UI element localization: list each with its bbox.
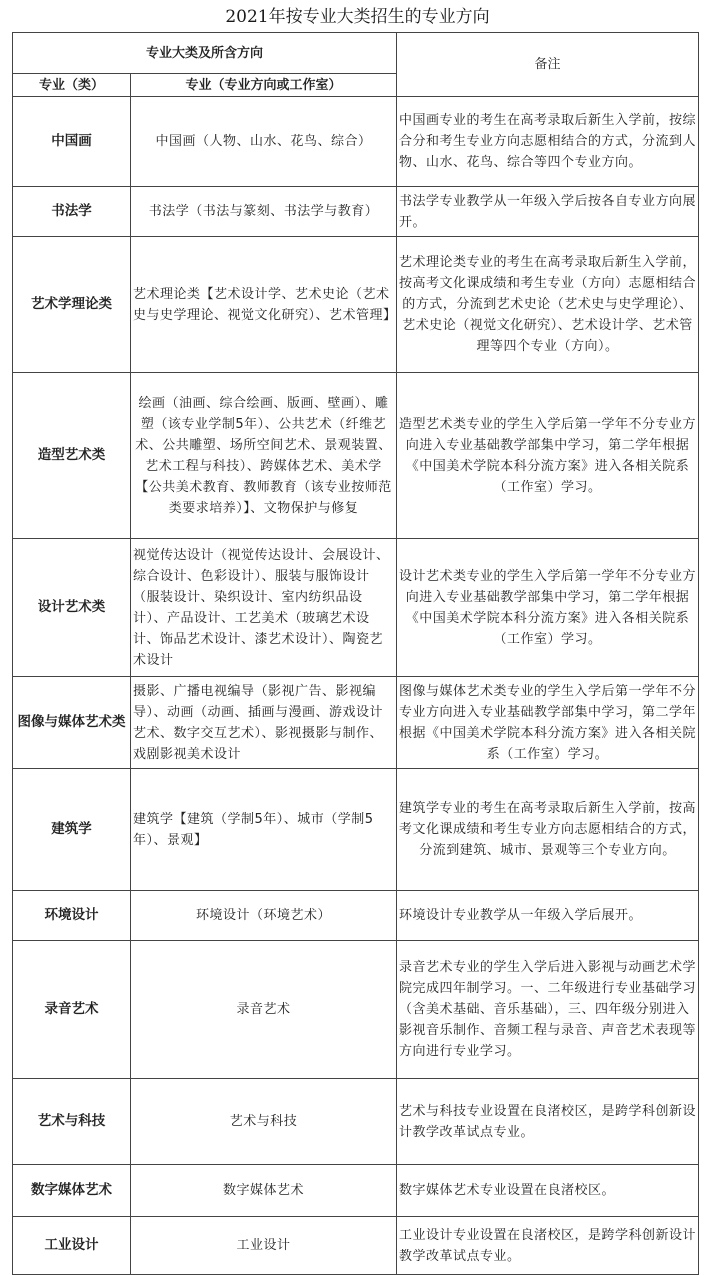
- row-direction: 绘画（油画、综合绘画、版画、壁画）、雕塑（该专业学制5年）、公共艺术（纤维艺术、公共雕塑、场所空间艺术、景观装置、艺术工程与科技）、跨媒体艺术、美术学【公共美术教育、教师教育（该专业按师范类要求培养）】、文物保护与修复: [131, 373, 397, 539]
- row-category: 书法学: [13, 187, 131, 237]
- row-category: 工业设计: [13, 1217, 131, 1275]
- row-category: 造型艺术类: [13, 373, 131, 539]
- row-note: 数字媒体艺术专业设置在良渚校区。: [397, 1165, 699, 1217]
- table-row: [13, 941, 699, 1079]
- header-category-label: 专业（类）: [13, 74, 131, 97]
- table-row: [13, 1079, 699, 1165]
- row-direction: 艺术与科技: [131, 1079, 397, 1165]
- table-row: [13, 1217, 699, 1275]
- row-note: 艺术理论类专业的考生在高考录取后新生入学前，按高考文化课成绩和考生专业（方向）志愿相结合的方式，分流到艺术史论（艺术史与史学理论）、艺术史论（视觉文化研究）、艺术设计学、艺术管理等四个专业（方向）。: [397, 237, 699, 373]
- row-note: 书法学专业教学从一年级入学后按各自专业方向展开。: [397, 187, 699, 237]
- row-note: 工业设计专业设置在良渚校区，是跨学科创新设计教学改革试点专业。: [397, 1217, 699, 1275]
- row-direction: 数字媒体艺术: [131, 1165, 397, 1217]
- table-row: [13, 677, 699, 769]
- table-row: [13, 1165, 699, 1217]
- major-direction-table: [12, 32, 699, 1275]
- row-category: 数字媒体艺术: [13, 1165, 131, 1217]
- table-row: [13, 891, 699, 941]
- table-row: [13, 539, 699, 677]
- row-direction: 书法学（书法与篆刻、书法学与教育）: [131, 187, 397, 237]
- row-note: 设计艺术类专业的学生入学后第一学年不分专业方向进入专业基础教学部集中学习，第二学年根据《中国美术学院本科分流方案》进入各相关院系（工作室）学习。: [397, 539, 699, 677]
- table-row: [13, 769, 699, 891]
- row-category: 图像与媒体艺术类: [13, 677, 131, 769]
- table-row: [13, 237, 699, 373]
- row-direction: 摄影、广播电视编导（影视广告、影视编导）、动画（动画、插画与漫画、游戏设计艺术、数字交互艺术）、影视摄影与制作、戏剧影视美术设计: [131, 677, 397, 769]
- header-note-label: 备注: [397, 33, 699, 97]
- row-direction: 视觉传达设计（视觉传达设计、会展设计、综合设计、色彩设计）、服装与服饰设计（服装设计、染织设计、室内纺织品设计）、产品设计、工艺美术（玻璃艺术设计、饰品艺术设计、漆艺术设计）、陶瓷艺术设计: [131, 539, 397, 677]
- page-title: 2021年按专业大类招生的专业方向: [225, 7, 490, 27]
- row-note: 中国画专业的考生在高考录取后新生入学前，按综合分和考生专业方向志愿相结合的方式，分流到人物、山水、花鸟、综合等四个专业方向。: [397, 97, 699, 187]
- row-category: 设计艺术类: [13, 539, 131, 677]
- row-note: 录音艺术专业的学生入学后进入影视与动画艺术学院完成四年制学习。一、二年级进行专业基础学习（含美术基础、音乐基础），三、四年级分别进入影视音乐制作、音频工程与录音、声音艺术表现等方向进行专业学习。: [397, 941, 699, 1079]
- row-category: 环境设计: [13, 891, 131, 941]
- row-category: 艺术与科技: [13, 1079, 131, 1165]
- row-note: 图像与媒体艺术类专业的学生入学后第一学年不分专业方向进入专业基础教学部集中学习，第二学年根据《中国美术学院本科分流方案》进入各相关院系（工作室）学习。: [397, 677, 699, 769]
- header-group-label: 专业大类及所含方向: [13, 33, 397, 74]
- row-direction: 工业设计: [131, 1217, 397, 1275]
- row-note: 造型艺术类专业的学生入学后第一学年不分专业方向进入专业基础教学部集中学习，第二学年根据《中国美术学院本科分流方案》进入各相关院系（工作室）学习。: [397, 373, 699, 539]
- table-row: [13, 373, 699, 539]
- row-category: 录音艺术: [13, 941, 131, 1079]
- row-category: 中国画: [13, 97, 131, 187]
- row-note: 艺术与科技专业设置在良渚校区，是跨学科创新设计教学改革试点专业。: [397, 1079, 699, 1165]
- row-direction: 录音艺术: [131, 941, 397, 1079]
- row-direction: 环境设计（环境艺术）: [131, 891, 397, 941]
- table-row: [13, 97, 699, 187]
- row-note: 建筑学专业的考生在高考录取后新生入学前，按高考文化课成绩和考生专业方向志愿相结合的方式，分流到建筑、城市、景观等三个专业方向。: [397, 769, 699, 891]
- row-category: 建筑学: [13, 769, 131, 891]
- row-direction: 建筑学【建筑（学制5年）、城市（学制5年）、景观】: [131, 769, 397, 891]
- row-category: 艺术学理论类: [13, 237, 131, 373]
- table-row: [13, 187, 699, 237]
- header-direction-label: 专业（专业方向或工作室）: [131, 74, 397, 97]
- row-direction: 艺术理论类【艺术设计学、艺术史论（艺术史与史学理论、视觉文化研究）、艺术管理】: [131, 237, 397, 373]
- row-note: 环境设计专业教学从一年级入学后展开。: [397, 891, 699, 941]
- row-direction: 中国画（人物、山水、花鸟、综合）: [131, 97, 397, 187]
